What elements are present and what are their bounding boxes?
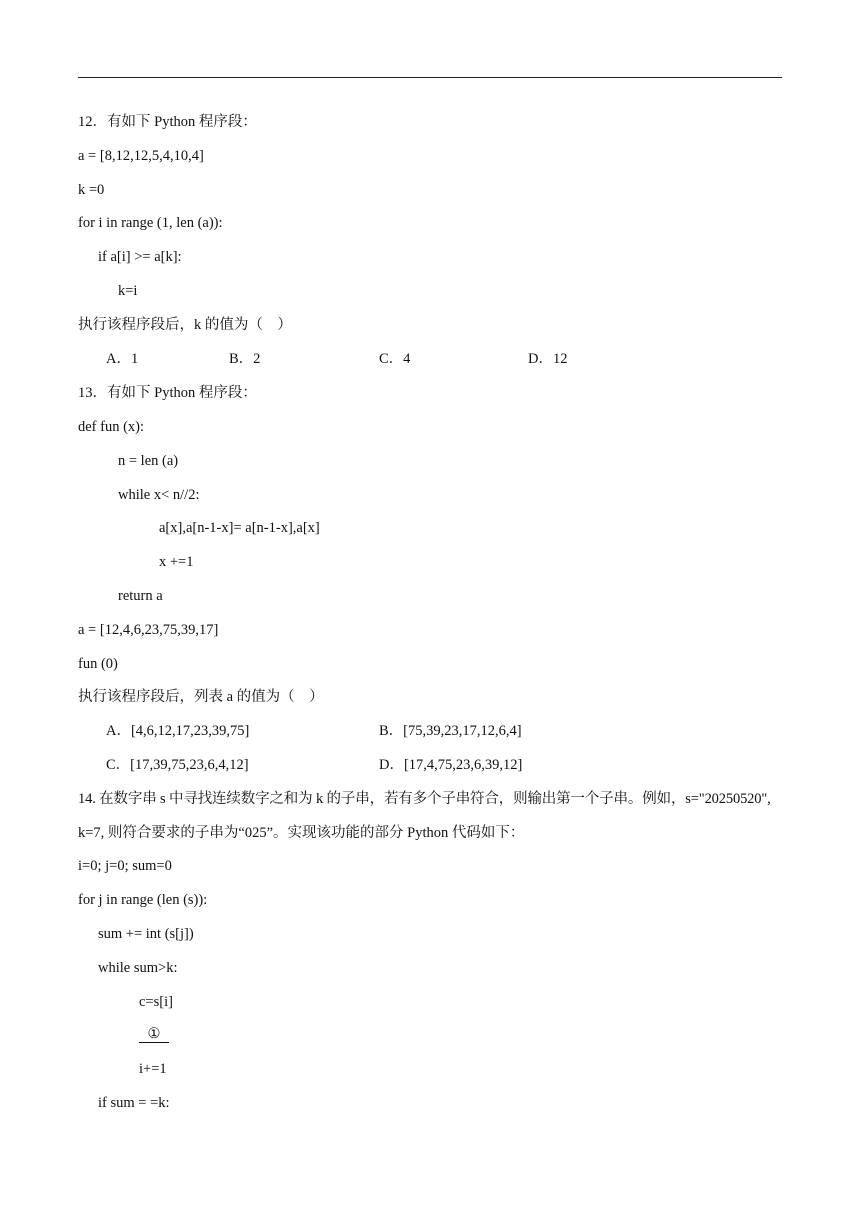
q12-code-line: if a[i] >= a[k]: <box>98 249 182 265</box>
q12-code-line: for i in range (1, len (a)): <box>78 215 223 231</box>
q13-option-a: A．[4,6,12,17,23,39,75] <box>106 723 250 739</box>
q14-stem-line-2: k=7, 则符合要求的子串为“025”。实现该功能的部分 Python 代码如下： <box>78 825 525 841</box>
q13-code-line: return a <box>118 588 163 604</box>
q12-option-c: C．4 <box>379 351 411 367</box>
q12-code-line: a = [8,12,12,5,4,10,4] <box>78 148 204 164</box>
q13-code-line: def fun (x): <box>78 419 145 435</box>
q13-option-b: B．[75,39,23,17,12,6,4] <box>379 723 522 739</box>
q13-question: 执行该程序段后，列表 a 的值为（ ） <box>78 689 324 705</box>
q14-code-line: while sum>k: <box>98 960 178 976</box>
q13-option-c: C．[17,39,75,23,6,4,12] <box>106 757 249 773</box>
q12-stem: 12．有如下 Python 程序段： <box>78 114 257 130</box>
q12-code-line: k =0 <box>78 182 105 198</box>
q14-code-line: i+=1 <box>139 1061 167 1077</box>
q13-code-line: x +=1 <box>159 554 194 570</box>
q13-code-line: a[x],a[n-1-x]= a[n-1-x],a[x] <box>159 520 320 536</box>
q14-code-line: for j in range (len (s)): <box>78 892 208 908</box>
q13-code-line: a = [12,4,6,23,75,39,17] <box>78 622 219 638</box>
header-rule <box>78 77 782 78</box>
q13-code-line: n = len (a) <box>118 453 179 469</box>
q14-code-line: i=0; j=0; sum=0 <box>78 858 172 874</box>
q13-code-line: while x< n//2: <box>118 487 200 503</box>
q12-option-b: B．2 <box>229 351 261 367</box>
q12-code-line: k=i <box>118 283 138 299</box>
answer-blank-1[interactable]: ① <box>139 1026 169 1043</box>
q12-question: 执行该程序段后，k 的值为（ ） <box>78 317 292 333</box>
q13-code-line: fun (0) <box>78 656 118 672</box>
q13-option-d: D．[17,4,75,23,6,39,12] <box>379 757 523 773</box>
q14-code-line: c=s[i] <box>139 994 173 1010</box>
q14-code-line: sum += int (s[j]) <box>98 926 194 942</box>
q14-code-line: if sum = =k: <box>98 1095 170 1111</box>
q12-option-a: A．1 <box>106 351 139 367</box>
q13-stem: 13．有如下 Python 程序段： <box>78 385 257 401</box>
q14-stem-line-1: 14. 在数字串 s 中寻找连续数字之和为 k 的子串，若有多个子串符合，则输出第一个子串。例如，s="20250520", <box>78 791 771 807</box>
q12-option-d: D．12 <box>528 351 568 367</box>
